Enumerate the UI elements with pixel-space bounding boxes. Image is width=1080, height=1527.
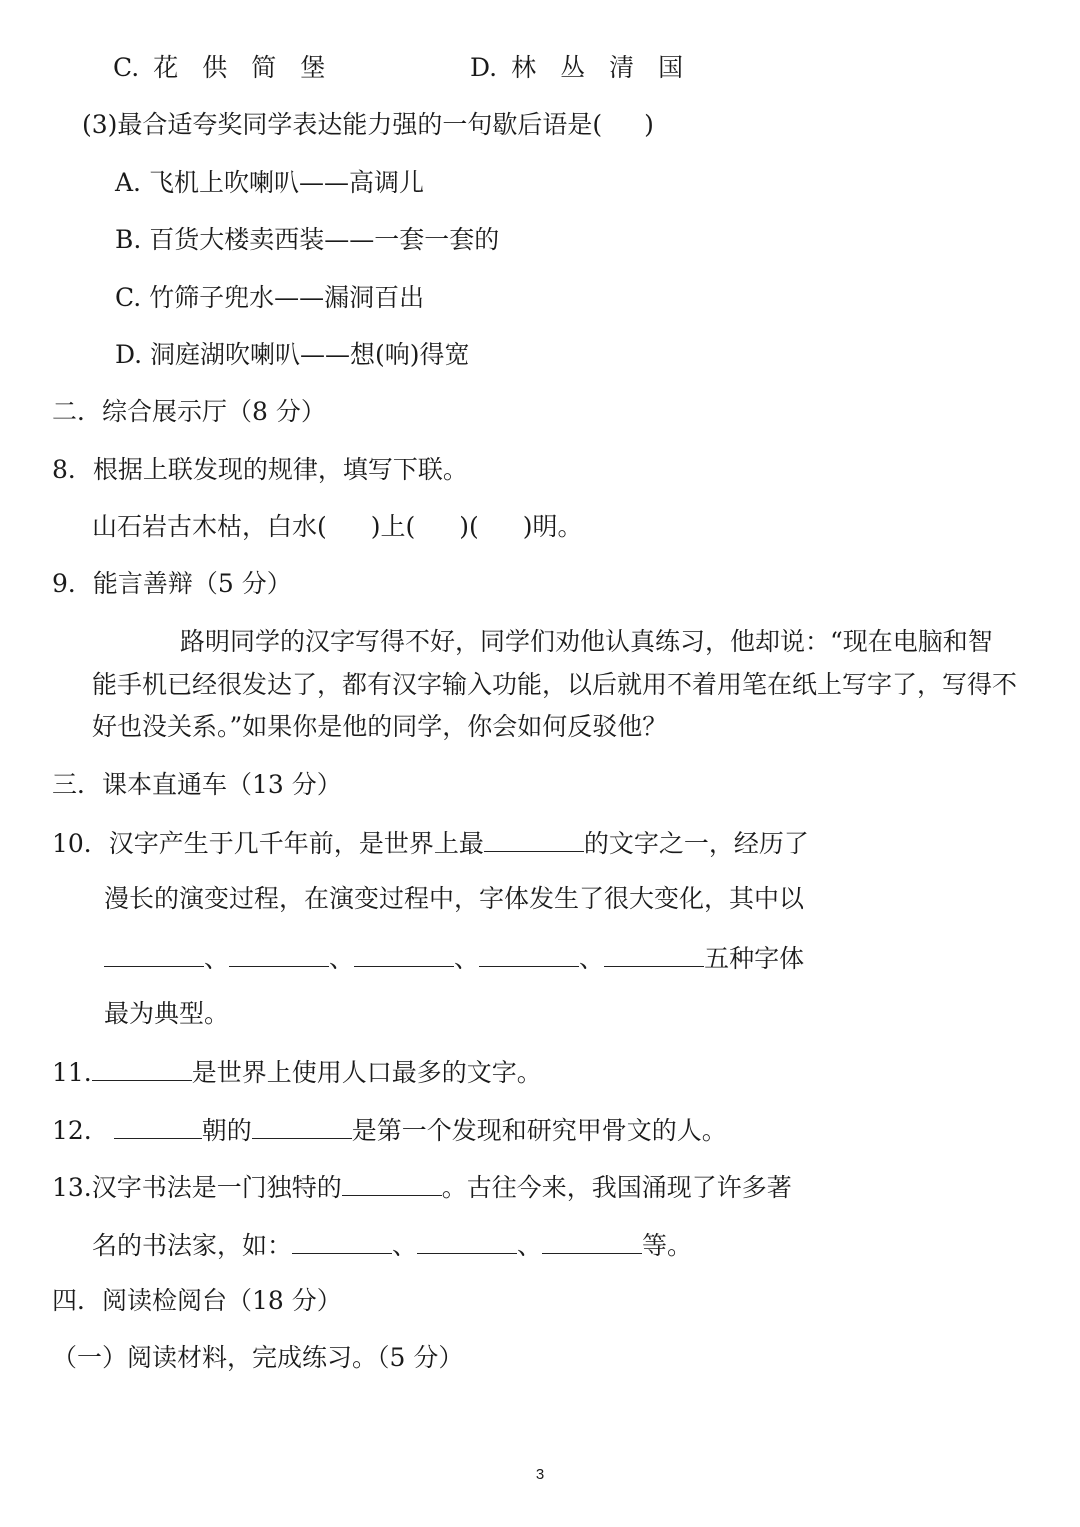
q13-blank-art[interactable] — [342, 1168, 442, 1196]
section4-heading: 四．阅读检阅台（18 分） — [52, 1286, 342, 1315]
q9-para-line-3: 好也没关系。”如果你是他的同学，你会如何反驳他？ — [92, 712, 668, 741]
q7-sub3-option-d: D. 洞庭湖吹喇叭——想(响)得宽 — [115, 340, 470, 369]
q12-blank-dynasty[interactable] — [114, 1111, 202, 1139]
q10-line-4: 最为典型。 — [104, 999, 230, 1028]
q7-sub3-stem: (3)最合适夸奖同学表达能力强的一句歇后语是( ) — [82, 110, 654, 139]
q10-blank-script-3[interactable] — [354, 939, 454, 967]
q10-blank-script-1[interactable] — [104, 939, 204, 967]
q8-stem: 8．根据上联发现的规律，填写下联。 — [52, 455, 468, 484]
q9-para-line-2: 能手机已经很发达了，都有汉字输入功能，以后就用不着用笔在纸上写字了，写得不 — [92, 670, 1018, 699]
q10-blank-script-2[interactable] — [229, 939, 329, 967]
q13-blank-calligrapher-1[interactable] — [292, 1226, 392, 1254]
q10-blank-script-4[interactable] — [479, 939, 579, 967]
section4-sub1: （一）阅读材料，完成练习。（5 分） — [52, 1343, 464, 1372]
q10-blank-earliest[interactable] — [484, 824, 584, 852]
q7-sub3-option-a: A. 飞机上吹喇叭——高调儿 — [115, 168, 424, 197]
q13-line-1: 13.汉字书法是一门独特的 。古往今来，我国涌现了许多著 — [52, 1168, 792, 1206]
q11: 11. 是世界上使用人口最多的文字。 — [52, 1053, 542, 1091]
q13-blank-calligrapher-3[interactable] — [542, 1226, 642, 1254]
q10-blank-script-5[interactable] — [604, 939, 704, 967]
q10-line-3: 、 、 、 、 五种字体 — [104, 939, 804, 977]
q12-blank-person[interactable] — [252, 1111, 352, 1139]
page-number: 3 — [535, 1466, 545, 1483]
q13-line-2: 名的书法家，如： 、 、 等。 — [92, 1226, 692, 1264]
section2-heading: 二．综合展示厅（8 分） — [52, 397, 326, 426]
q9-stem: 9．能言善辩（5 分） — [52, 569, 292, 598]
q11-blank[interactable] — [92, 1053, 192, 1081]
q8-couplet: 山石岩古木枯，白水( )上( )( )明。 — [92, 512, 583, 541]
q10-line-1: 10．汉字产生于几千年前，是世界上最 的文字之一，经历了 — [52, 824, 809, 862]
q7-sub3-option-c: C. 竹筛子兜水——漏洞百出 — [115, 283, 425, 312]
q9-para-line-1: 路明同学的汉字写得不好，同学们劝他认真练习，他却说：“现在电脑和智 — [180, 627, 993, 656]
q7-option-c: C. 花 供 简 堡 — [113, 53, 326, 82]
q13-blank-calligrapher-2[interactable] — [417, 1226, 517, 1254]
section3-heading: 三．课本直通车（13 分） — [52, 770, 342, 799]
q10-line-2: 漫长的演变过程，在演变过程中，字体发生了很大变化，其中以 — [104, 884, 805, 913]
q7-sub3-option-b: B. 百货大楼卖西装——一套一套的 — [115, 225, 500, 254]
q7-option-d: D. 林 丛 清 国 — [470, 53, 684, 82]
q12: 12. 朝的 是第一个发现和研究甲骨文的人。 — [52, 1111, 727, 1149]
